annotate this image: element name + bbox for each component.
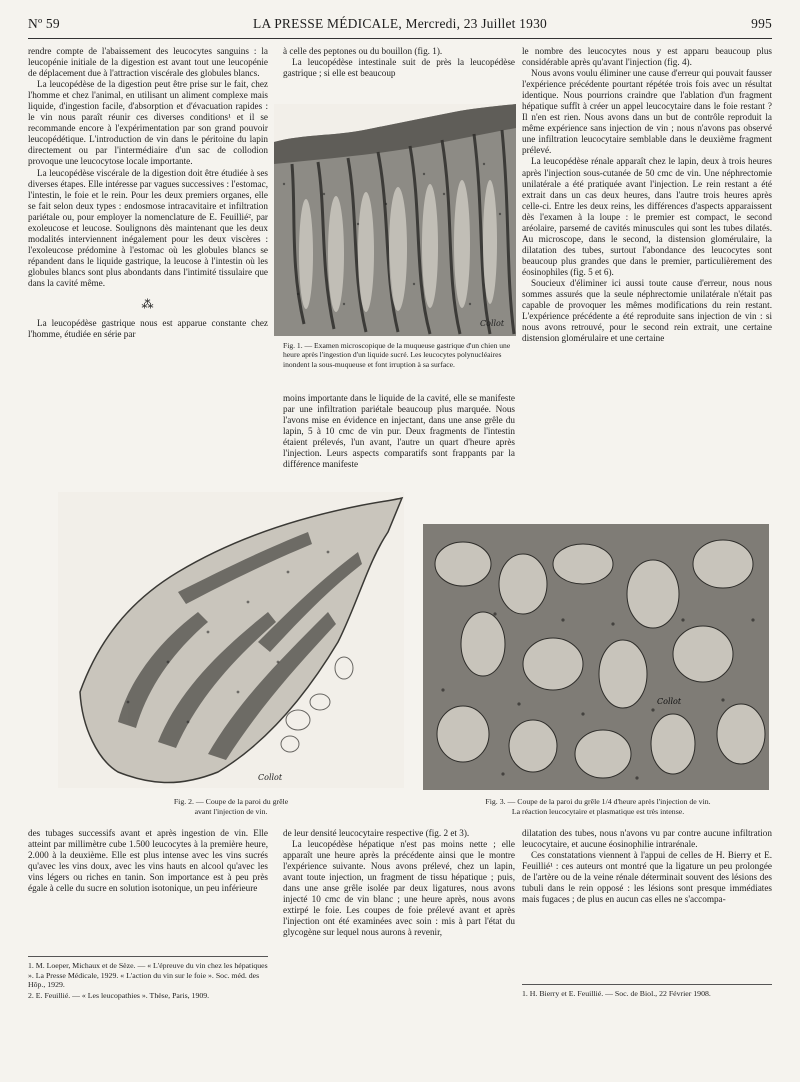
- column-1-top: [28, 46, 268, 484]
- col2-paragraph-3: moins importante dans le liquide de la cavité, elle se manifeste par une infiltration pariétale beaucoup plus marquée. Nous l'avons mise en évidence en injectant, dans une anse grêle du lapin, 5 à 10 cmc de vin pur. Deux fragments de l'intestin étaient prélevés, l'un avant, l'autre un quart d'heure après l'injection. Leurs aspects comparatifs sont frappants par la différence manifeste: [283, 393, 515, 470]
- col1-paragraph-3: La leucopédèse viscérale de la digestion doit être étudiée à ses diverses étapes. Elle intéresse par vagues successives : l'estomac, l'intestin, le foie et le rein. Pour les deux premiers organes, elle se fait selon deux types : endosmose intracavitaire et infiltration pariétale ou, pour employer la nomenclature de E. Feuillié², par exoleucose et leucose. Soulignons dès maintenant que les deux modalités interviennent inégalement pour les deux viscères : l'exoleucose prédomine à l'estomac où les globules blancs se répandent dans le liquide gastrique, la leucose à l'intestin où les globules blancs sont plus abondants dans l'intimité tissulaire que dans la cavité même.: [28, 167, 268, 288]
- issue-number: Nº 59: [28, 16, 60, 31]
- column-2-bottom: [283, 828, 515, 994]
- figure-2-signature: Collot: [258, 773, 283, 782]
- footnote-1: 1. M. Loeper, Michaux et de Sèze. — « L'épreuve du vin chez les hépatiques ». La Presse Médicale, 1929. « L'action du vin sur le foie ». Soc. méd. des Hôp., 1929.: [28, 961, 268, 990]
- page-number: 995: [751, 16, 772, 31]
- col1-paragraph-1: rendre compte de l'abaissement des leucocytes sanguins : la leucopénie initiale de la digestion est avant tout une leucopénie de déplacement due à l'attraction viscérale des globules blancs.: [28, 46, 268, 79]
- col3-paragraph-6: Ces constatations viennent à l'appui de celles de H. Bierry et E. Feuillié¹ : ces auteurs ont montré que la ligature un peu prolongée de l'artère ou de la veine rénale déterminait souvent des lésions des tubuli dans le rein opposé : les lésions sont presque immédiates mais fugaces ; de plus en aucun cas elles ne s'accompa-: [522, 850, 772, 905]
- col2-paragraph-2: La leucopédèse intestinale suit de près la leucopédèse gastrique ; si elle est beaucoup: [283, 57, 515, 79]
- figure-3-caption: [426, 797, 770, 816]
- figure-3-caption-line-2: La réaction leucocytaire et plasmatique est très intense.: [511, 806, 685, 816]
- col1-paragraph-2: La leucopédèse de la digestion peut être prise sur le fait, chez l'homme et chez l'animal, en utilisant un aliment complexe mais liquide, d'ingestion facile, d'absorption et d'évacuation rapides : le vin nous paraît réunir ces diverses conditions¹ et il se recommande encore à l'expérimentation par son grand pouvoir leucopédétique. L'introduction de vin dans le péritoine du lapin directement ou par l'intermédiaire d'un sac de collodion provoque une leucocytose locale importante.: [28, 79, 268, 167]
- col3-paragraph-5: dilatation des tubes, nous n'avons vu par contre aucune infiltration leucocytaire, et aucune éosinophilie intrarénale.: [522, 828, 772, 850]
- column-2-middle: [283, 393, 515, 505]
- figure-1-signature: Collot: [480, 319, 505, 328]
- section-separator: ⁂: [141, 297, 155, 312]
- col1-paragraph-4: La leucopédèse gastrique nous est apparue constante chez l'homme, étudiée en série par: [28, 318, 268, 340]
- col3-paragraph-1: le nombre des leucocytes nous y est apparu beaucoup plus considérable après qu'avant l'injection (fig. 4).: [522, 46, 772, 68]
- figure-2-caption-line-1: Fig. 2. — Coupe de la paroi du grêle: [173, 797, 289, 806]
- col1-paragraph-5: des tubages successifs avant et après ingestion de vin. Elle atteint par millimètre cube 1.500 leucocytes à la première heure, 2.000 à la deuxième. Elle est plus intense avec les vins sucrés qu'avec les vins doux, avec les vins hauts en alcool qu'avec les vins légers ou riches en tanin. Son importance est à peu près égale à celle du sucre en solution isotonique, un peu inférieure: [28, 828, 268, 894]
- column-1-bottom: [28, 828, 268, 948]
- footnotes-col1: [28, 961, 268, 1001]
- running-header: [28, 16, 772, 39]
- col3-paragraph-3: La leucopédèse rénale apparaît chez le lapin, deux à trois heures après l'injection sous-cutanée de 50 cmc de vin. Une néphrectomie unilatérale a été pratiquée avant l'injection. Le rein restant a été extrait dans un cas deux heures, dans l'autre trois heures après celle-ci. Entre les deux reins, les différences d'aspects apparaissent dès l'examen à la loupe : le premier est compact, le second aréolaire, parsemé de cavités minuscules qui sont les tubes dilatés. Au microscope, dans le second, la distension glomérulaire, la dilatation des tubes, surtout l'abondance des leucocytes sont beaucoup plus grandes que dans le premier, particulièrement des éosinophiles (fig. 5 et 6).: [522, 156, 772, 277]
- col2-paragraph-1: à celle des peptones ou du bouillon (fig. 1).: [283, 46, 443, 56]
- journal-title: LA PRESSE MÉDICALE, Mercredi, 23 Juillet 1930: [253, 16, 547, 31]
- figure-3-intestine-after: [423, 524, 769, 790]
- figure-3-signature: Collot: [657, 697, 682, 706]
- footnote-2: 2. E. Feuillié. — « Les leucopathies ». Thèse, Paris, 1909.: [28, 990, 210, 1000]
- footnote-rule-col1: [28, 956, 268, 957]
- figure-2-intestine-before: [58, 492, 404, 788]
- figure-3-caption-line-1: Fig. 3. — Coupe de la paroi du grêle 1/4 d'heure après l'injection de vin.: [485, 797, 711, 806]
- col3-paragraph-2: Nous avons voulu éliminer une cause d'erreur qui pouvait fausser l'expérience précédente pourtant répétée trois fois avec un résultat identique. Nous pourrions craindre que l'ablation d'un fragment hépatique suffît à créer un appel leucocytaire dans le foie restant ? Il n'en est rien. Nous avons dans un but de contrôle reproduit la même expérience sans injection de vin ; nous n'avons pas observé une infiltration leucocytaire semblable dans le deuxième fragment prélevé.: [522, 68, 772, 156]
- column-2-top: [283, 46, 515, 79]
- figure-1-gastric-mucosa: [274, 104, 516, 336]
- col2-paragraph-4: de leur densité leucocytaire respective (fig. 2 et 3).: [283, 828, 470, 838]
- col2-paragraph-5: La leucopédèse hépatique n'est pas moins nette ; elle apparaît une heure après la précédente ainsi que le montre l'expérience suivante. Nous avons prélevé, chez un lapin, avant toute injection, un fragment de tissu hépatique ; puis, dans une anse grêle isolée par deux ligatures, nous avons injecté 10 cmc de vin blanc ; une heure après, nous avons extirpé le foie. Les coupes de foie prélevé avant et après l'injection ont été examinées avec soin : mis à part l'état du glycogène sur lequel nous aurons à revenir,: [283, 839, 515, 938]
- figure-1-caption: Fig. 1. — Examen microscopique de la muqueuse gastrique d'un chien une heure après l'ingestion d'un liquide sucré. Les leucocytes polynucléaires inondent la sous-muqueuse et font irruption à sa surface.: [283, 341, 511, 369]
- footnote-col3: 1. H. Bierry et E. Feuillié. — Soc. de Biol., 22 Février 1908.: [522, 989, 711, 998]
- column-3-bottom: [522, 828, 772, 978]
- figure-2-caption-line-2: avant l'injection de vin.: [194, 806, 268, 816]
- col3-paragraph-4: Soucieux d'éliminer ici aussi toute cause d'erreur, nous nous sommes assurés que la seule néphrectomie unilatérale n'était pas capable de provoquer les mêmes modifications du rein restant. L'expérience précédente a été reproduite sans injection de vin : si nous avons retrouvé, pour le second rein extrait, une certaine distension glomérulaire et une certaine: [522, 277, 772, 344]
- column-3-top: [522, 46, 772, 506]
- footnote-rule-col3: [522, 984, 772, 985]
- figure-2-caption: [120, 797, 342, 816]
